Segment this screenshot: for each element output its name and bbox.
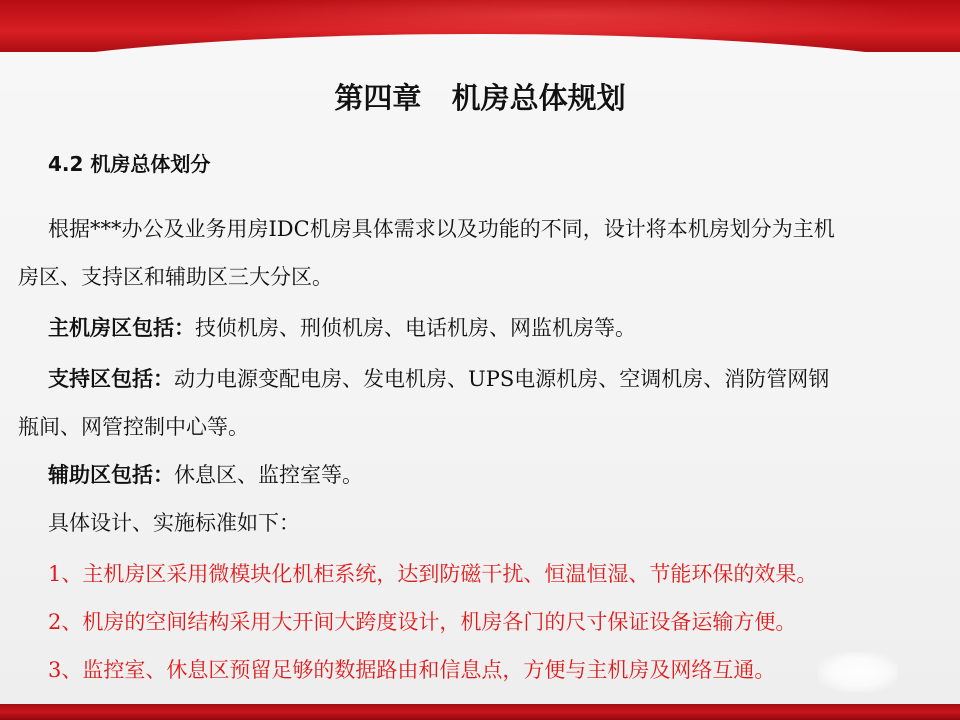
- support-zone-text-2: 瓶间、网管控制中心等。: [18, 415, 249, 439]
- aux-zone-text: 休息区、监控室等。: [174, 463, 363, 487]
- standard-text-2: 2、机房的空间结构采用大开间大跨度设计，机房各门的尺寸保证设备运输方便。: [48, 610, 797, 634]
- standard-item-3: [18, 646, 946, 694]
- support-zone-text: 动力电源变配电房、发电机房、UPS电源机房、空调机房、消防管网钢: [174, 367, 830, 391]
- section-heading: 4.2 机房总体划分: [48, 152, 211, 176]
- intro-text-1: 根据***办公及业务用房IDC机房具体需求以及功能的不同，设计将本机房划分为主机: [48, 217, 835, 241]
- standard-text-3: 3、监控室、休息区预留足够的数据路由和信息点，方便与主机房及网络互通。: [48, 658, 776, 682]
- footer-band: [0, 704, 960, 720]
- support-zone-label: 支持区包括：: [48, 367, 174, 391]
- support-zone-line-2: [18, 403, 946, 451]
- slide-title: 第四章 机房总体规划: [334, 81, 626, 115]
- intro-line-1: [18, 205, 946, 253]
- standards-intro: 具体设计、实施标准如下：: [48, 511, 300, 535]
- main-zone-text: 技侦机房、刑侦机房、电话机房、网监机房等。: [195, 316, 636, 340]
- main-zone-label: 主机房区包括：: [48, 316, 195, 340]
- aux-zone-line: [18, 451, 946, 499]
- standard-item-2: [18, 598, 946, 646]
- support-zone-line-1: [18, 355, 946, 403]
- standard-text-1: 1、主机房区采用微模块化机柜系统，达到防磁干扰、恒温恒湿、节能环保的效果。: [48, 562, 818, 586]
- standard-item-1: [18, 550, 946, 598]
- intro-text-2: 房区、支持区和辅助区三大分区。: [18, 265, 333, 289]
- aux-zone-label: 辅助区包括：: [48, 463, 174, 487]
- standards-intro-line: [18, 499, 946, 547]
- intro-line-2: [18, 253, 946, 301]
- watermark-overlay: [818, 652, 898, 692]
- main-zone-line: [18, 304, 946, 352]
